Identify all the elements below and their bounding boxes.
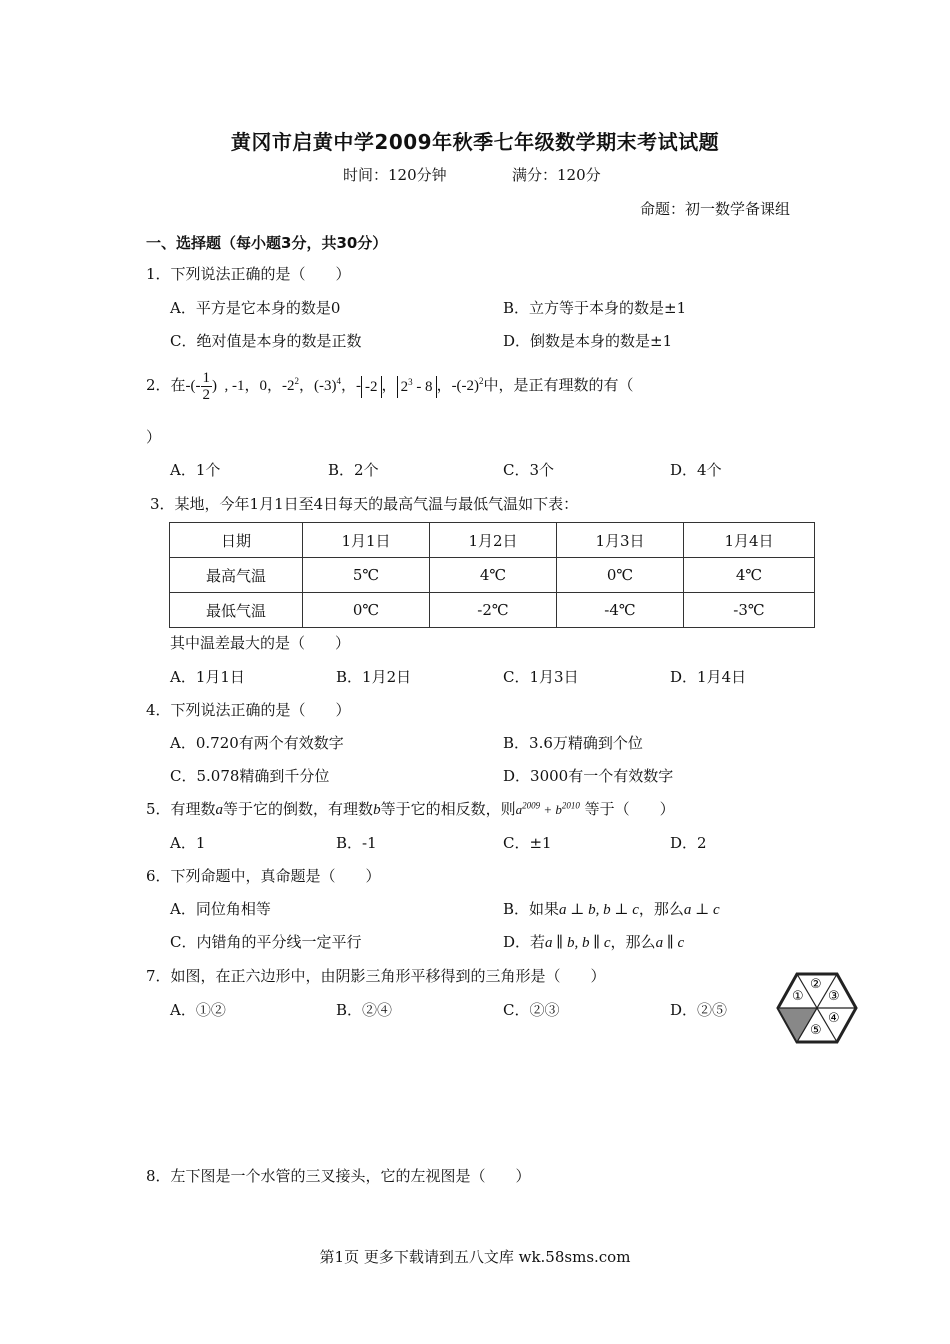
- q7-option-a: A．①②: [170, 1001, 226, 1019]
- table-cell: -3℃: [684, 593, 815, 628]
- q4-option-d: D．3000有一个有效数字: [503, 767, 674, 785]
- table-cell: 1月3日: [557, 523, 684, 558]
- q6-option-c: C．内错角的平分线一定平行: [170, 933, 362, 951]
- q3-option-b: B．1月2日: [336, 668, 412, 686]
- table-cell: 4℃: [684, 558, 815, 593]
- q6-option-d: D．若a ∥ b, b ∥ c，那么a ∥ c: [503, 933, 685, 951]
- q4-option-c: C．5.078精确到千分位: [170, 767, 330, 785]
- q2-stem: [146, 363, 634, 408]
- q2-option-a: A．1个: [170, 461, 221, 479]
- q1-option-a: A．平方是它本身的数是0: [170, 299, 341, 317]
- q5-stem: 5．有理数a等于它的倒数，有理数b等于它的相反数，则$a^{2009} + b^{2010}$ 等于（ ）: [146, 800, 675, 818]
- q2-option-d: D．4个: [670, 461, 722, 479]
- table-cell: 4℃: [430, 558, 557, 593]
- q6-d-pre: D．若: [503, 933, 546, 951]
- q1-option-c: C．绝对值是本身的数是正数: [170, 332, 362, 350]
- q3-option-c: C．1月3日: [503, 668, 579, 686]
- temperature-table: [169, 522, 815, 628]
- q4-option-b: B．3.6万精确到个位: [503, 734, 643, 752]
- q5-option-d: D．2: [670, 834, 707, 852]
- q1-option-d: D．倒数是本身的数是±1: [503, 332, 673, 350]
- figure-label-4: ④: [828, 1011, 840, 1026]
- q3-option-a: A．1月1日: [170, 668, 245, 686]
- q6-option-b: B．如果a ⊥ b, b ⊥ c，那么a ⊥ c: [503, 900, 720, 918]
- figure-label-5: ⑤: [810, 1023, 822, 1038]
- table-cell: 1月2日: [430, 523, 557, 558]
- q5-text-4: 等于（ ）: [584, 800, 675, 818]
- q6-d-post: ，那么: [610, 933, 656, 951]
- page-title: 黄冈市启黄中学2009年秋季七年级数学期末考试试题: [230, 130, 720, 154]
- section-heading: 一、选择题（每小题3分，共30分）: [146, 234, 388, 252]
- table-cell: 1月1日: [303, 523, 430, 558]
- table-cell: 最低气温: [170, 593, 303, 628]
- q7-stem: 7．如图，在正六边形中，由阴影三角形平移得到的三角形是（ ）: [146, 967, 606, 985]
- table-cell: 1月4日: [684, 523, 815, 558]
- q2-tail: 中，是正有理数的有（: [483, 376, 634, 394]
- q1-option-b: B．立方等于本身的数是±1: [503, 299, 687, 317]
- q8-stem: 8．左下图是一个水管的三叉接头，它的左视图是（ ）: [146, 1167, 531, 1185]
- table-cell: 0℃: [303, 593, 430, 628]
- q2-lead: 2．在: [146, 376, 186, 394]
- q5-option-a: A．1: [170, 834, 206, 852]
- figure-label-2: ②: [810, 977, 822, 992]
- q2-option-c: C．3个: [503, 461, 555, 479]
- q6-stem: 6．下列命题中，真命题是（ ）: [146, 867, 381, 885]
- q4-option-a: A．0.720有两个有效数字: [170, 734, 344, 752]
- table-row: [170, 558, 815, 593]
- q5-text-3: 等于它的相反数，则: [380, 800, 516, 818]
- page-footer: 第1页 更多下载请到五八文库 wk.58sms.com: [319, 1248, 631, 1266]
- exam-time: 时间：120分钟: [343, 166, 447, 184]
- q7-option-c: C．②③: [503, 1001, 560, 1019]
- figure-label-3: ③: [828, 989, 840, 1004]
- q1-stem: 1．下列说法正确的是（ ）: [146, 265, 351, 283]
- q7-option-b: B．②④: [336, 1001, 393, 1019]
- table-cell: -2℃: [430, 593, 557, 628]
- table-cell: 5℃: [303, 558, 430, 593]
- exam-score: 满分：120分: [512, 166, 601, 184]
- table-row: [170, 593, 815, 628]
- q3-stem: 3．某地，今年1月1日至4日每天的最高气温与最低气温如下表：: [150, 495, 579, 513]
- q2-expression: -(- $\frac{1}{2}$ ) , -1，0，$-2^2$，$(-3)^4$，- -2 ， $2^3 - 8$ ，$-(-2)^2$: [185, 369, 484, 404]
- table-cell: 日期: [170, 523, 303, 558]
- q2-option-b: B．2个: [328, 461, 379, 479]
- figure-label-1: ①: [792, 989, 804, 1004]
- hexagon-figure: [772, 970, 862, 1046]
- table-cell: 0℃: [557, 558, 684, 593]
- q6-b-pre: B．如果: [503, 900, 560, 918]
- q5-text-2: 等于它的倒数，有理数: [223, 800, 374, 818]
- q5-text-1: 5．有理数: [146, 800, 216, 818]
- q6-b-post: ，那么: [638, 900, 684, 918]
- exam-author: 命题：初一数学备课组: [640, 200, 791, 218]
- q3-follow: 其中温差最大的是（ ）: [170, 634, 351, 652]
- q4-stem: 4．下列说法正确的是（ ）: [146, 701, 351, 719]
- table-header-row: [170, 523, 815, 558]
- table-cell: -4℃: [557, 593, 684, 628]
- q3-option-d: D．1月4日: [670, 668, 747, 686]
- q5-option-c: C．±1: [503, 834, 552, 852]
- q5-option-b: B．-1: [336, 834, 377, 852]
- q6-option-a: A．同位角相等: [170, 900, 271, 918]
- q7-option-d: D．②⑤: [670, 1001, 728, 1019]
- table-cell: 最高气温: [170, 558, 303, 593]
- q2-close: ）: [146, 428, 162, 446]
